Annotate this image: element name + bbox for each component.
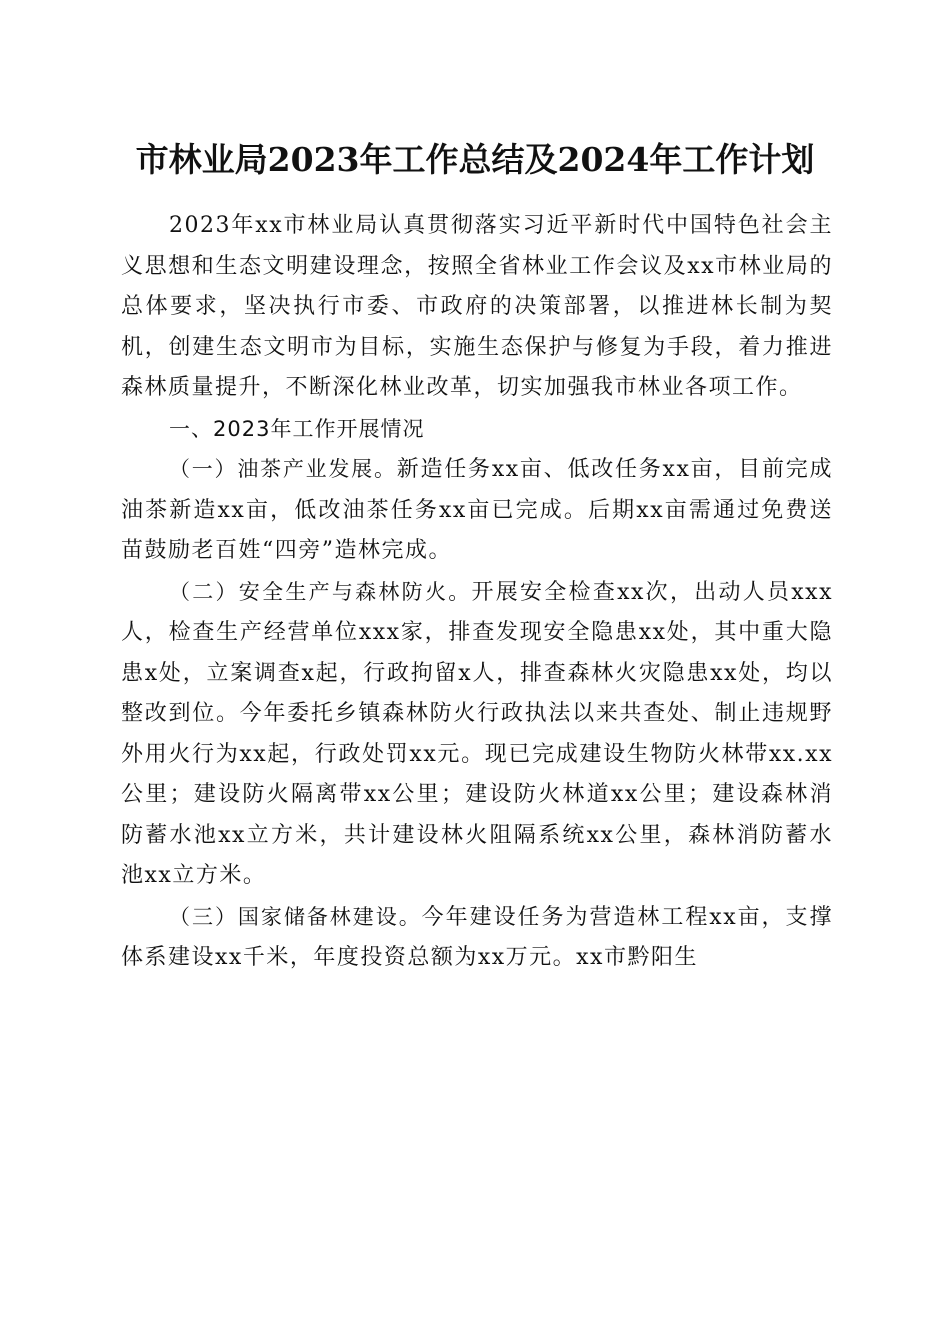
item-text: 今年建设任务为营造林工程xx亩，支撑体系建设xx千米，年度投资总额为xx万元。xx市黔阳生 — [121, 904, 833, 970]
document-body — [121, 206, 833, 979]
item-lead: （一）油茶产业发展。 — [169, 457, 397, 481]
intro-paragraph: 2023年xx市林业局认真贯彻落实习近平新时代中国特色社会主义思想和生态文明建设理念，按照全省林业工作会议及xx市林业局的总体要求，坚决执行市委、市政府的决策部署，以推进林长制为契机，创建生态文明市为目标，实施生态保护与修复为手段，着力推进森林质量提升，不断深化林业改革，切实加强我市林业各项工作。 — [121, 213, 833, 400]
item-paragraph-oil-tea — [121, 449, 833, 572]
item-paragraph-reserve-forest — [121, 897, 833, 979]
item-lead: （二）安全生产与森林防火。 — [169, 579, 472, 604]
item-text: 新造任务xx亩、低改任务xx亩，目前完成油茶新造xx亩，低改油茶任务xx亩已完成。后期xx亩需通过免费送苗鼓励老百姓“四旁”造林完成。 — [121, 457, 833, 563]
section-heading: 一、2023年工作开展情况 — [169, 416, 425, 441]
item-text: 开展安全检查xx次，出动人员xxx人，检查生产经营单位xxx家，排查发现安全隐患xx处，其中重大隐患x处，立案调查x起，行政拘留x人，排查森林火灾隐患xx处，均以整改到位。今年委托乡镇森林防火行政执法以来共查处、制止违规野外用火行为xx起，行政处罚xx元。现已完成建设生物防火林带xx.xx公里；建设防火隔离带xx公里；建设防火林道xx公里；建设森林消防蓄水池xx立方米，共计建设林火阻隔系统xx公里，森林消防蓄水池xx立方米。 — [121, 579, 833, 888]
item-paragraph-fire-safety — [121, 572, 833, 897]
item-lead: （三）国家储备林建设。 — [169, 904, 422, 929]
document-title: 市林业局2023年工作总结及2024年工作计划 — [135, 140, 815, 179]
